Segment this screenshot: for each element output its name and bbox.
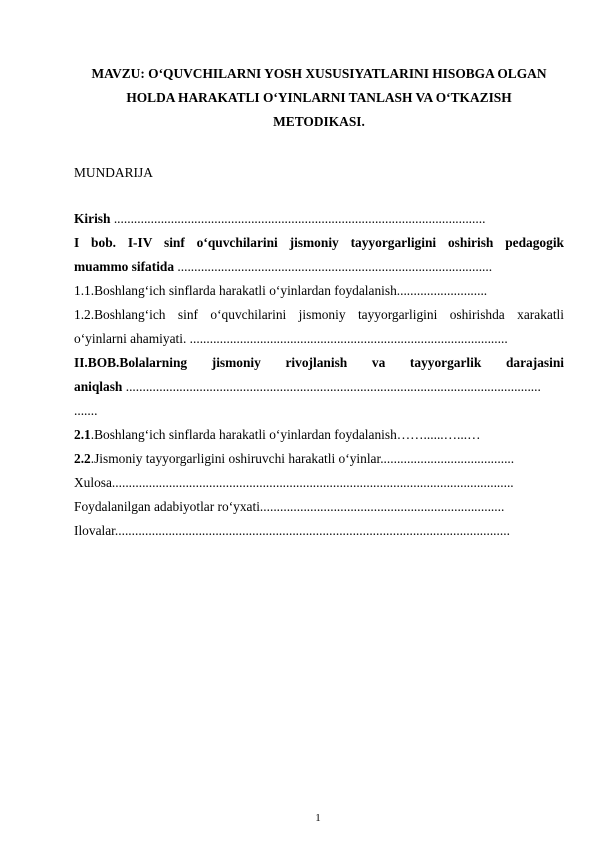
toc-entry-1-1: 1.1.Boshlang‘ich sinflarda harakatli o‘yinlardan foydalanish........................... bbox=[74, 283, 488, 298]
document-title bbox=[74, 62, 564, 134]
toc-entry-1-2-line1: 1.2.Boshlang‘ich sinf o‘quvchilarini jismoniy tayyorgarligini oshirishda xarakatli bbox=[74, 307, 564, 322]
toc-heading: MUNDARIJA bbox=[74, 165, 153, 180]
toc-2-1-number: 2.1 bbox=[74, 427, 91, 442]
title-line-1: MAVZU: O‘QUVCHILARNI YOSH XUSUSIYATLARINI HISOBGA OLGAN bbox=[91, 66, 547, 81]
toc-2-1-text: .Boshlang‘ich sinflarda harakatli o‘yinlardan foydalanish……......…...… bbox=[90, 427, 481, 442]
toc-entry-foydalanilgan: Foydalanilgan adabiyotlar ro‘yxati......................................................................... bbox=[74, 499, 505, 514]
toc-2-2-text: .Jismoniy tayyorgarligini oshiruvchi harakatli o‘yinlar........................................ bbox=[90, 451, 515, 466]
toc-bob1-bold: muammo sifatida bbox=[74, 259, 175, 274]
title-line-2: HOLDA HARAKATLI O‘YINLARNI TANLASH VA O‘TKAZISH bbox=[126, 90, 512, 105]
toc-entry-bob2-line1: II.BOB.Bolalarning jismoniy rivojlanish va tayyorgarlik darajasini bbox=[74, 355, 564, 370]
toc-entry-bob1-line2 bbox=[74, 255, 564, 279]
toc-entry-ilovalar: Ilovalar...................................................................................................................... bbox=[74, 523, 510, 538]
toc-bob2-dots: ............................................................................................................................ bbox=[122, 379, 541, 394]
title-line-3: METODIKASI. bbox=[273, 114, 365, 129]
toc-entry-2-2 bbox=[74, 447, 564, 471]
toc-entry-1-2-line2: o‘yinlarni ahamiyati. ............................................................................................... bbox=[74, 331, 508, 346]
toc-entry-kirish bbox=[74, 207, 564, 231]
toc-entry-xulosa: Xulosa........................................................................................................................ bbox=[74, 475, 514, 490]
toc-bob2-bold: aniqlash bbox=[74, 379, 123, 394]
toc-kirish-label: Kirish bbox=[74, 211, 111, 226]
toc-entry-bob2-line2 bbox=[74, 375, 564, 399]
toc-bob1-dots: .............................................................................................. bbox=[174, 259, 493, 274]
toc-kirish-dots: ............................................................................................................... bbox=[113, 211, 486, 226]
page-number: 1 bbox=[315, 812, 321, 824]
toc-entry-bob1-line1: I bob. I-IV sinf o‘quvchilarini jismoniy tayyorgarligini oshirish pedagogik bbox=[74, 235, 564, 250]
toc-entry-bob2-line3: ....... bbox=[74, 403, 98, 418]
toc-2-2-number: 2.2 bbox=[74, 451, 91, 466]
toc-entry-2-1 bbox=[74, 423, 564, 447]
table-of-contents bbox=[74, 207, 564, 543]
